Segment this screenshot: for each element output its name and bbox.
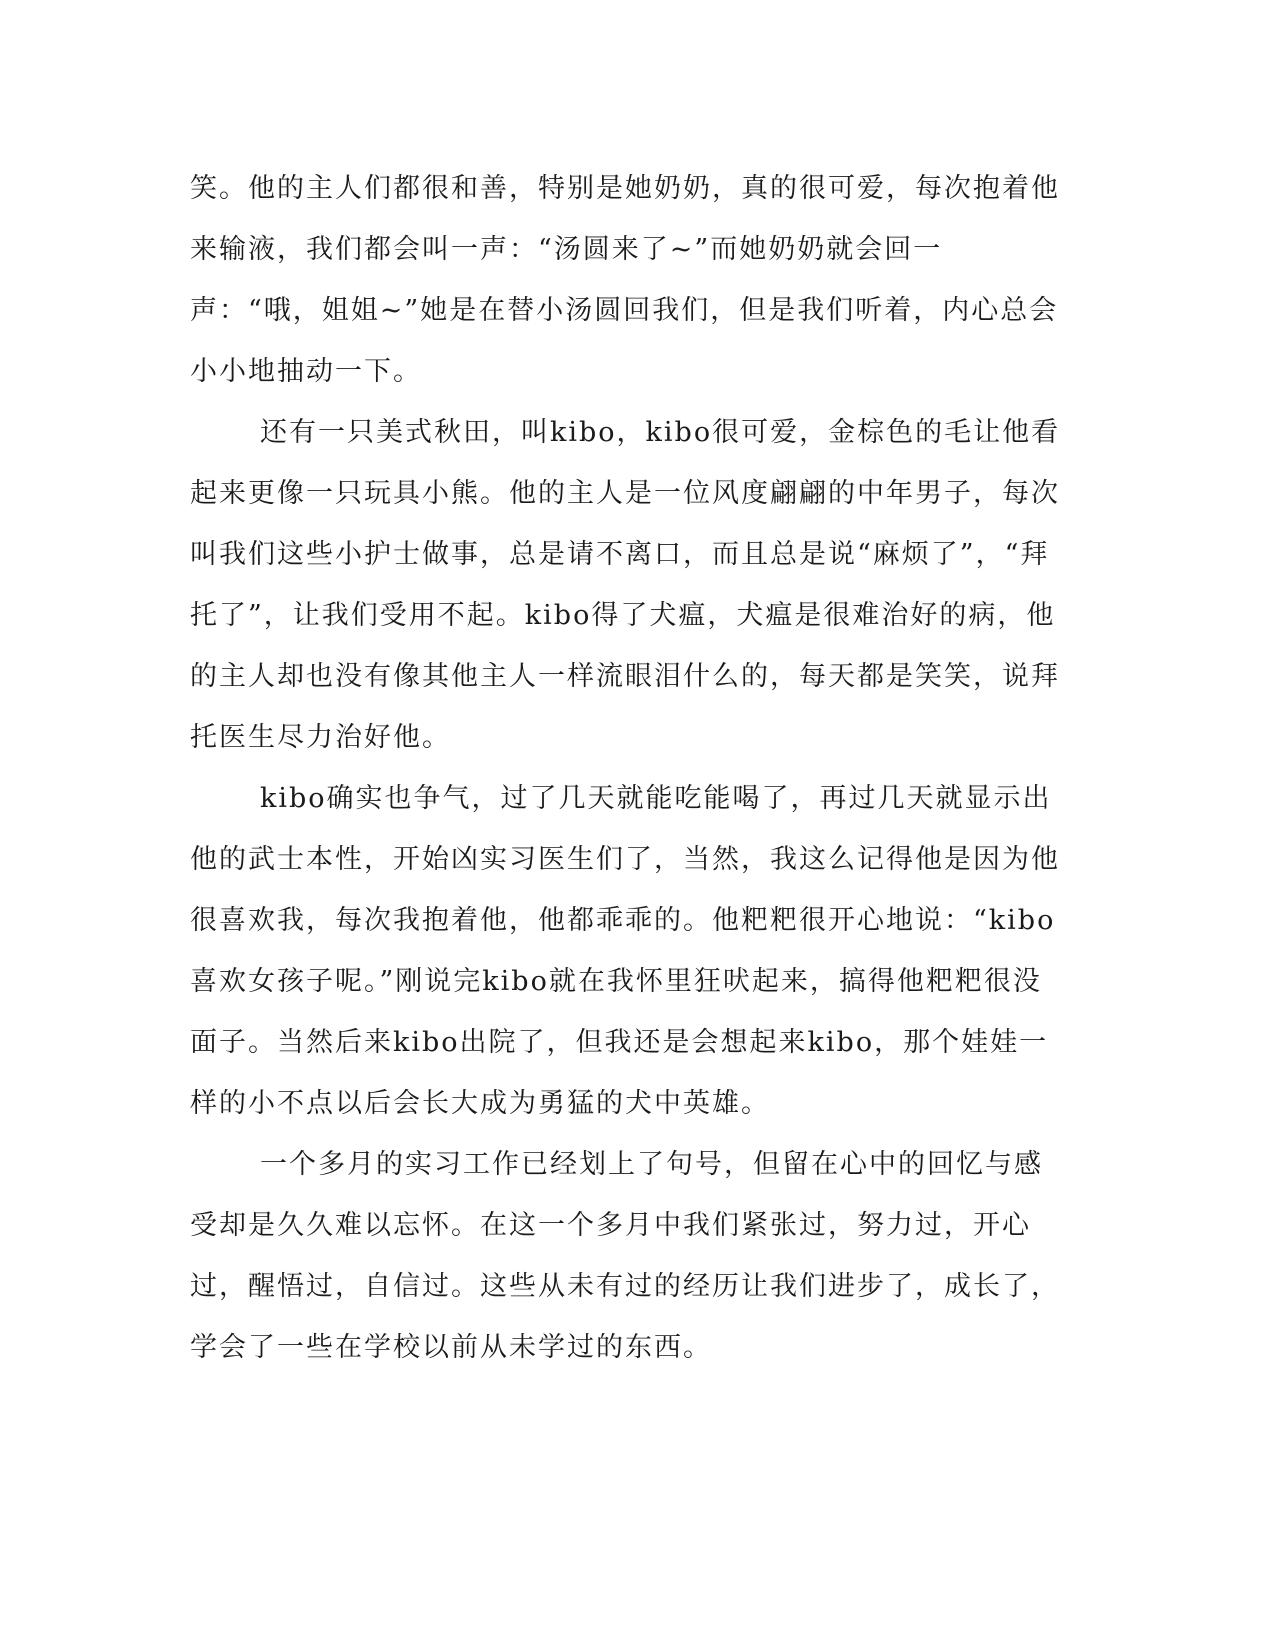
document-body [190,158,1070,1378]
paragraph-kibo-intro: 还有一只美式秋田，叫kibo，kibo很可爱，金棕色的毛让他看起来更像一只玩具小熊。他的主人是一位风度翩翩的中年男子，每次叫我们这些小护士做事，总是请不离口，而且总是说“麻烦了”，“拜托了”，让我们受用不起。kibo得了犬瘟，犬瘟是很难治好的病，他的主人却也没有像其他主人一样流眼泪什么的，每天都是笑笑，说拜托医生尽力治好他。 [190,417,1061,753]
paragraph-continuation: 笑。他的主人们都很和善，特别是她奶奶，真的很可爱，每次抱着他来输液，我们都会叫一声：“汤圆来了~”而她奶奶就会回一声：“哦，姐姐~”她是在替小汤圆回我们，但是我们听着，内心总会小小地抽动一下。 [190,173,1060,387]
paragraph-conclusion: 一个多月的实习工作已经划上了句号，但留在心中的回忆与感受却是久久难以忘怀。在这一个多月中我们紧张过，努力过，开心过，醒悟过，自信过。这些从未有过的经历让我们进步了，成长了，学会了一些在学校以前从未学过的东西。 [190,1149,1060,1363]
paragraph-kibo-recovery: kibo确实也争气，过了几天就能吃能喝了，再过几天就显示出他的武士本性，开始凶实习医生们了，当然，我这么记得他是因为他很喜欢我，每次我抱着他，他都乖乖的。他粑粑很开心地说：“kibo喜欢女孩子呢。”刚说完kibo就在我怀里狂吠起来，搞得他粑粑很没面子。当然后来kibo出院了，但我还是会想起来kibo，那个娃娃一样的小不点以后会长大成为勇猛的犬中英雄。 [190,783,1060,1119]
